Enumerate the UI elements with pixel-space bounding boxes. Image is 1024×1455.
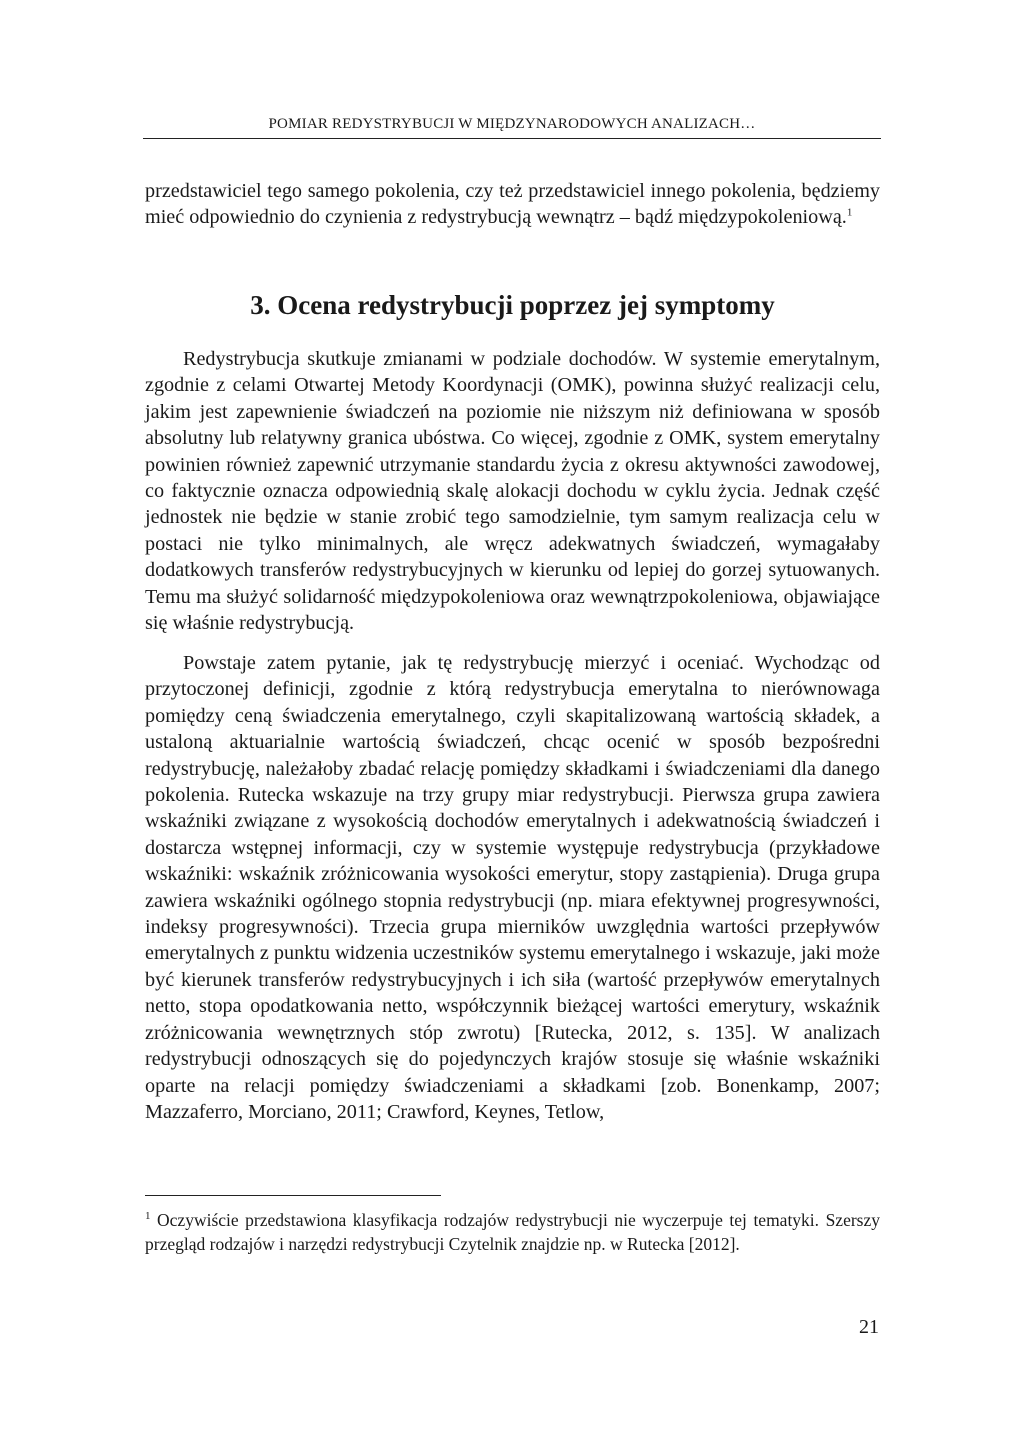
- intro-paragraph: [145, 178, 880, 231]
- footnote-marker: 1: [145, 1210, 151, 1223]
- page-number: 21: [859, 1316, 879, 1338]
- paragraph-1: Redystrybucja skutkuje zmianami w podziale dochodów. W systemie emerytalnym, zgodnie z celami Otwartej Metody Koordynacji (OMK), powinna służyć realizacji celu, jakim jest zapewnienie świadczeń na poziomie nie niższym niż definiowana w sposób absolutny lub relatywny granica ubóstwa. Co więcej, zgodnie z OMK, system emerytalny powinien również zapewnić utrzymanie standardu życia z okresu aktywności zawodowej, co faktycznie oznacza odpowiednią skalę alokacji dochodu w cyklu życia. Jednak część jednostek nie będzie w stanie zrobić tego samodzielnie, tym samym realizacja celu w postaci nie tylko minimalnych, ale wręcz adekwatnych świadczeń, wymagałaby dodatkowych transferów redystrybucyjnych w kierunku od lepiej do gorzej sytuowanych. Temu ma służyć solidarność międzypokoleniowa oraz wewnątrzpokoleniowa, objawiające się właśnie redystrybucją.: [145, 348, 880, 635]
- section-heading: 3. Ocena redystrybucji poprzez jej symptomy: [250, 290, 775, 320]
- header-rule: [143, 138, 881, 139]
- footnote-reference: 1: [846, 206, 853, 219]
- footnote: [145, 1208, 880, 1256]
- footnote-rule: [145, 1195, 441, 1196]
- running-header: POMIAR REDYSTRYBUCJI W MIĘDZYNARODOWYCH ANALIZACH…: [268, 116, 756, 132]
- intro-text: przedstawiciel tego samego pokolenia, czy też przedstawiciel innego pokolenia, będziemy mieć odpowiednio do czynienia z redystrybucją wewnątrz – bądź międzypokoleniową.: [145, 180, 880, 229]
- paragraph-2: Powstaje zatem pytanie, jak tę redystrybucję mierzyć i oceniać. Wychodząc od przytoczonej definicji, zgodnie z którą redystrybucja emerytalna to nierównowaga pomiędzy ceną świadczenia emerytalnego, czyli skapitalizowaną wartością składek, a ustaloną aktuarialnie wartością świadczeń, chcąc ocenić w sposób bezpośredni redystrybucję, należałoby zbadać relację pomiędzy składkami i świadczeniami dla danego pokolenia. Rutecka wskazuje na trzy grupy miar redystrybucji. Pierwsza grupa zawiera wskaźniki związane z wysokością dochodów emerytalnych i adekwatnością świadczeń i dostarcza wstępnej informacji, czy w systemie występuje redystrybucja (przykładowe wskaźniki: wskaźnik zróżnicowania wysokości emerytur, stopy zastąpienia). Druga grupa zawiera wskaźniki ogólnego stopnia redystrybucji (np. miara efektywnej progresywności, indeksy progresywności). Trzecia grupa mierników uwzględnia wartości przepływów emerytalnych z punktu widzenia uczestników systemu emerytalnego i wskazuje, jaki może być kierunek transferów redystrybucyjnych i ich siła (wartość przepływów emerytalnych netto, stopa opodatkowania netto, współczynnik bieżącej wartości emerytury, wskaźnik zróżnicowania wewnętrznych stóp zwrotu) [Rutecka, 2012, s. 135]. W analizach redystrybucji odnoszących się do pojedynczych krajów stosuje się właśnie wskaźniki oparte na relacji pomiędzy świadczeniami a składkami [zob. Bonenkamp, 2007; Mazzaferro, Morciano, 2011; Crawford, Keynes, Tetlow,: [145, 652, 880, 1123]
- footnote-text: Oczywiście przedstawiona klasyfikacja rodzajów redystrybucji nie wyczerpuje tej tematyki. Szerszy przegląd rodzajów i narzędzi redystrybucji Czytelnik znajdzie np. w Rutecka [2012].: [145, 1210, 880, 1254]
